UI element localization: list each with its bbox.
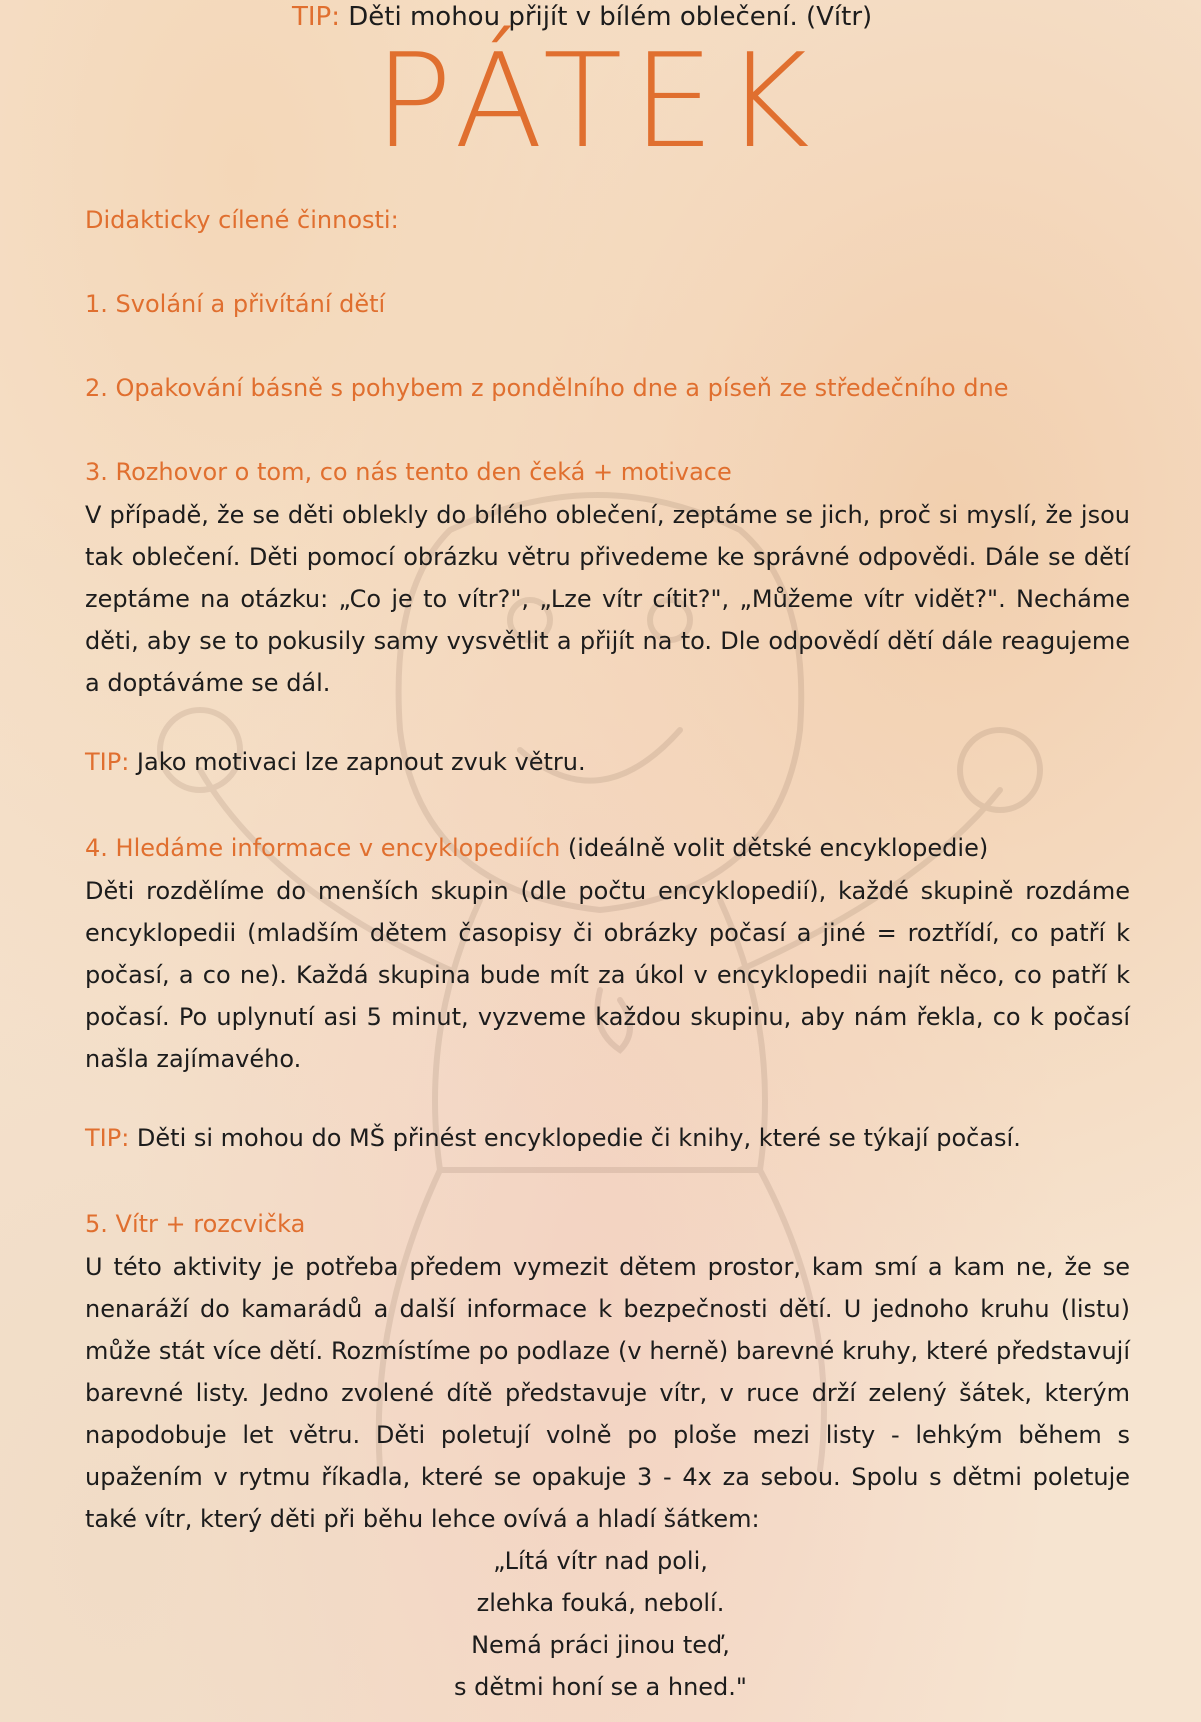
section-3-heading: 3. Rozhovor o tom, co nás tento den čeká + motivace [85,458,732,486]
poem-line: „Lítá vítr nad poli, [493,1547,708,1575]
section-4-title: 4. Hledáme informace v encyklopediích [85,834,561,862]
section-4-tip-text: Děti si mohou do MŠ přinést encyklopedie či knihy, které se týkají počasí. [129,1124,1021,1152]
top-tip-text: Děti mohou přijít v bílém oblečení. (Vítr) [348,2,873,32]
section-4-tip [85,1124,1021,1152]
section-3-tip-label: TIP: [85,748,130,776]
section-1-heading: 1. Svolání a přivítání dětí [85,290,386,318]
poem-line: zlehka fouká, nebolí. [476,1589,725,1617]
section-4-note: (ideálně volit dětské encyklopedie) [560,834,989,862]
section-4-heading [85,834,988,862]
poem-line: Nemá práci jinou teď, [471,1631,730,1659]
section-4-tip-label: TIP: [85,1124,130,1152]
section-2-heading: 2. Opakování básně s pohybem z pondělního dne a píseň ze středečního dne [85,374,1009,402]
section-3-tip [85,748,586,776]
section-3-paragraph: V případě, že se děti oblekly do bílého oblečení, zeptáme se jich, proč si myslí, že jsou tak oblečení. Děti pomocí obrázku větru přivedeme ke správné odpovědi. Dále se dětí zeptáme na otázku: „Co je to vítr?", „Lze vítr cítit?", „Můžeme vítr vidět?". Necháme děti, aby se to pokusily samy vysvětlit a přijít na to. Dle odpovědí dětí dále reagujeme a doptáváme se dál. [85,501,1130,697]
page-title: PÁTEK [374,25,820,177]
section-5-paragraph: U této aktivity je potřeba předem vymezit dětem prostor, kam smí a kam ne, že se nenaráží do kamarádů a další informace k bezpečnosti dětí. U jednoho kruhu (listu) může stát více dětí. Rozmístíme po podlaze (v herně) barevné kruhy, které představují barevné listy. Jedno zvolené dítě představuje vítr, v ruce drží zelený šátek, kterým napodobuje let větru. Děti poletují volně po ploše mezi listy - lehkým během s upažením v rytmu říkadla, které se opakuje 3 - 4x za sebou. Spolu s dětmi poletuje také vítr, který děti při běhu lehce ovívá a hladí šátkem: [85,1253,1130,1533]
section-4-paragraph: Děti rozdělíme do menších skupin (dle počtu encyklopedií), každé skupině rozdáme encyklopedii (mladším dětem časopisy či obrázky počasí a jiné = roztřídí, co patří k počasí, a co ne). Každá skupina bude mít za úkol v encyklopedii najít něco, co patří k počasí. Po uplynutí asi 5 minut, vyzveme každou skupinu, aby nám řekla, co k počasí našla zajímavého. [85,877,1130,1073]
poem [0,1540,1201,1708]
top-tip-label: TIP: [292,2,340,32]
section-3-tip-text: Jako motivaci lze zapnout zvuk větru. [129,748,586,776]
poem-line: s dětmi honí se a hned." [454,1673,747,1701]
page-subtitle: Didakticky cílené činnosti: [85,206,399,234]
section-5-heading: 5. Vítr + rozcvička [85,1210,306,1238]
